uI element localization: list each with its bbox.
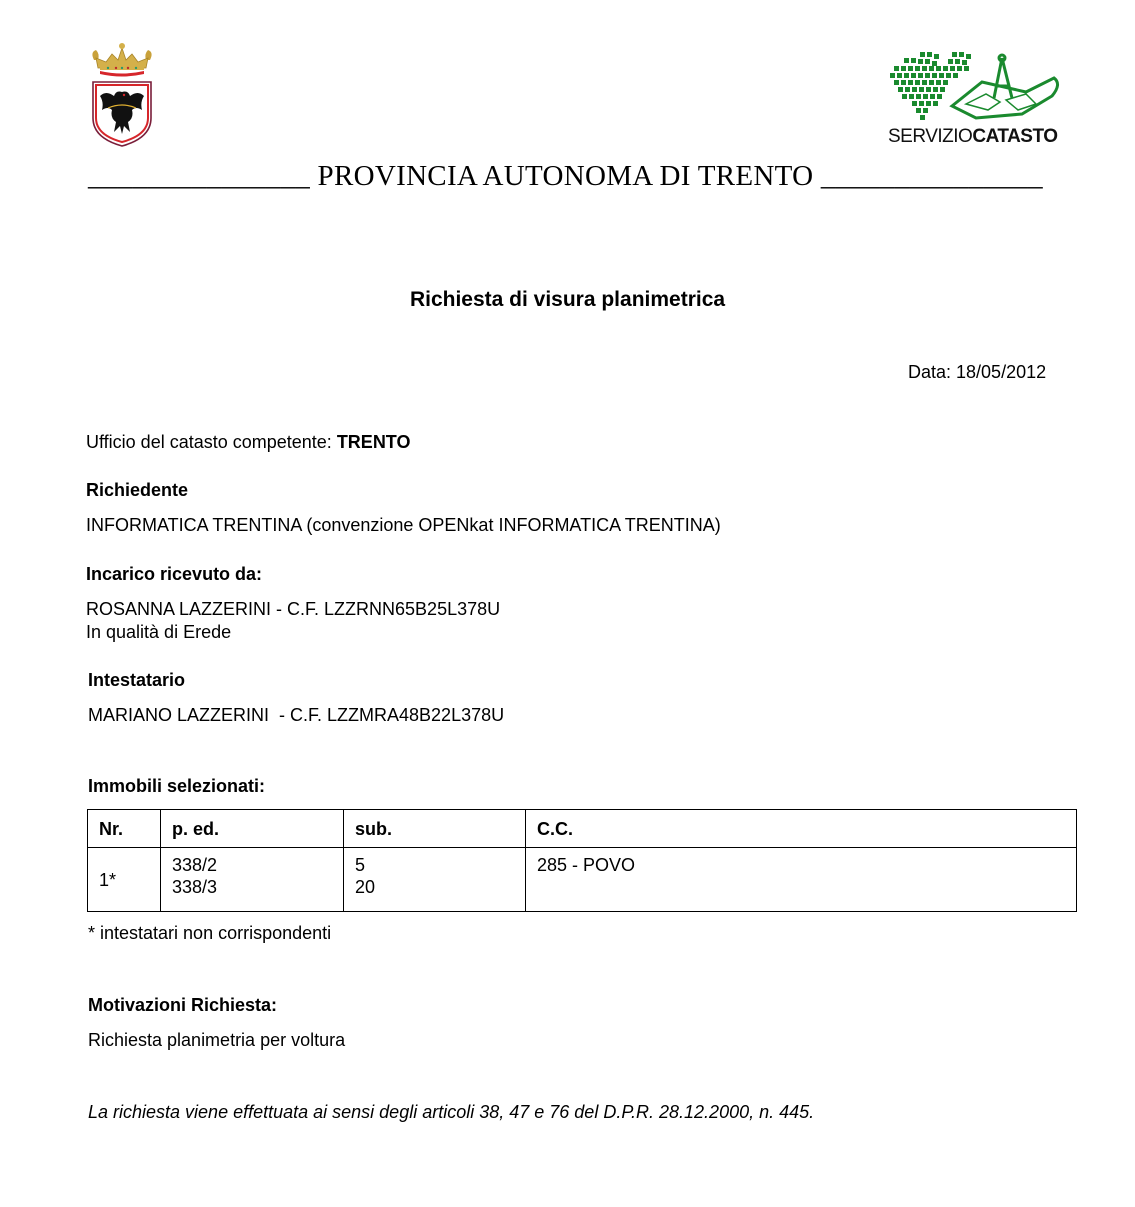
column-header-sub: sub. [344, 810, 526, 848]
table-header-row [88, 810, 1077, 848]
legal-note: La richiesta viene effettuata ai sensi degli articoli 38, 47 e 76 del D.P.R. 28.12.2000, n. 445. [88, 1102, 815, 1122]
column-header-ped: p. ed. [161, 810, 344, 848]
properties-heading: Immobili selezionati: [88, 776, 266, 796]
table-row [88, 848, 1077, 912]
reason-value: Richiesta planimetria per voltura [88, 1030, 346, 1050]
servizio-catasto-logo [886, 48, 1064, 150]
servizio-catasto-wordmark [888, 126, 1058, 148]
office-value: TRENTO [336, 432, 411, 452]
properties-table [87, 809, 1077, 912]
holder-value: MARIANO LAZZERINI - C.F. LZZMRA48B22L378U [88, 705, 505, 725]
cell-nr: 1* [88, 848, 161, 912]
requester-value: INFORMATICA TRENTINA (convenzione OPENkat INFORMATICA TRENTINA) [86, 515, 721, 535]
logo-text-catasto: CATASTO [972, 126, 1058, 147]
catasto-map-icon [886, 48, 1064, 126]
cell-cc: 285 - POVO [526, 848, 1077, 912]
reason-heading: Motivazioni Richiesta: [88, 995, 278, 1015]
requester-heading: Richiedente [86, 480, 189, 500]
document-title: Richiesta di visura planimetrica [409, 288, 726, 311]
cell-sub [344, 848, 526, 912]
column-header-cc: C.C. [526, 810, 1077, 848]
assignment-role: In qualità di Erede [86, 622, 232, 642]
logo-text-servizio: SERVIZIO [888, 126, 973, 147]
coat-of-arms-icon [86, 40, 158, 150]
office-line [86, 431, 410, 453]
office-label: Ufficio del catasto competente: [86, 432, 337, 452]
cell-sub-line-2: 20 [355, 877, 376, 897]
table-footnote: * intestatari non corrispondenti [88, 923, 332, 943]
column-header-nr: Nr. [88, 810, 161, 848]
assignment-heading: Incarico ricevuto da: [86, 564, 263, 584]
cell-ped-line-1: 338/2 [172, 855, 218, 875]
assignment-person: ROSANNA LAZZERINI - C.F. LZZRNN65B25L378U [86, 599, 501, 619]
cell-ped-line-2: 338/3 [172, 877, 218, 897]
institution-header: _______________ PROVINCIA AUTONOMA DI TRENTO _______________ [88, 160, 1043, 192]
holder-heading: Intestatario [88, 670, 186, 690]
cell-ped [161, 848, 344, 912]
cell-sub-line-1: 5 [355, 855, 366, 875]
document-date: Data: 18/05/2012 [908, 362, 1047, 382]
